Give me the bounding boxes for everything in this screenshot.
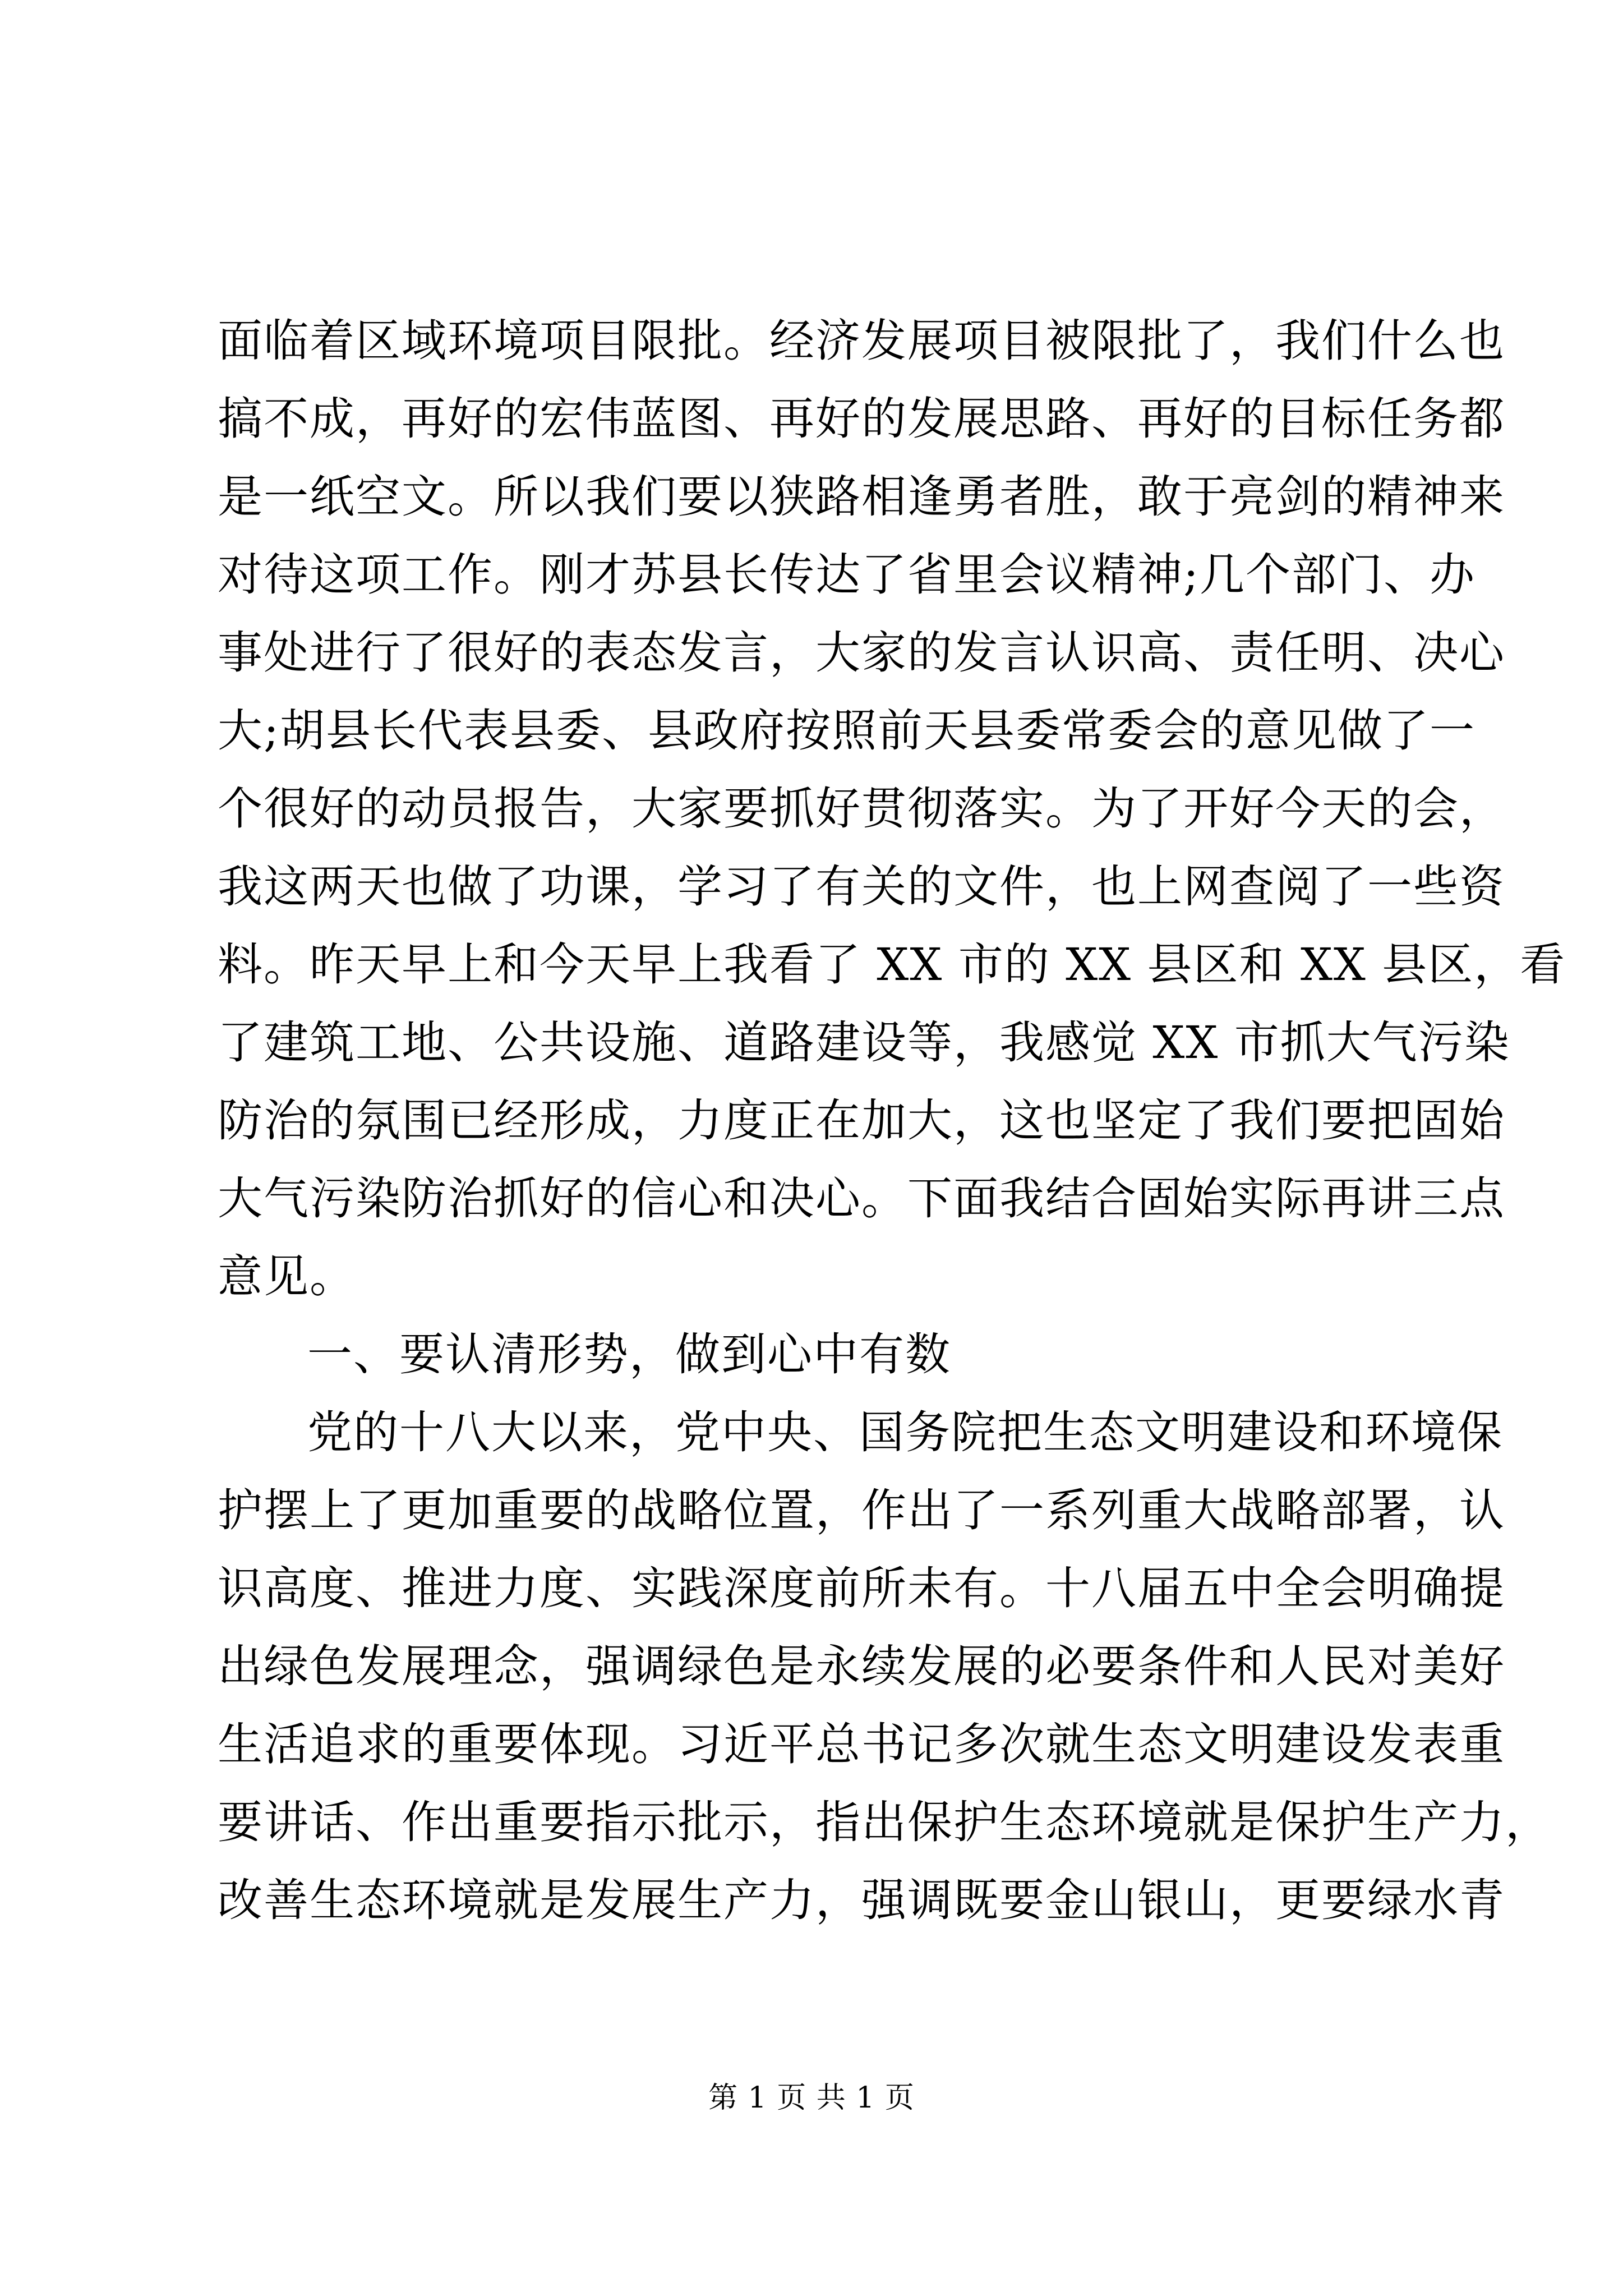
text-line: 大气污染防治抓好的信心和决心。下面我结合固始实际再讲三点 — [218, 1172, 1505, 1225]
text-line: 大;胡县长代表县委、县政府按照前天县委常委会的意见做了一 — [218, 705, 1476, 757]
text-line: 出绿色发展理念，强调绿色是永续发展的必要条件和人民对美好 — [218, 1640, 1505, 1692]
text-line: 护摆上了更加重要的战略位置，作出了一系列重大战略部署，认 — [218, 1484, 1505, 1536]
text-line: 我这两天也做了功课，学习了有关的文件，也上网查阅了一些资 — [218, 861, 1505, 913]
text-line: 要讲话、作出重要指示批示，指出保护生态环境就是保护生产力， — [218, 1796, 1551, 1848]
text-line: 党的十八大以来，党中央、国务院把生态文明建设和环境保 — [307, 1406, 1503, 1458]
text-line: 是一纸空文。所以我们要以狭路相逢勇者胜，敢于亮剑的精神来 — [218, 471, 1505, 523]
text-line: 识高度、推进力度、实践深度前所未有。十八届五中全会明确提 — [218, 1562, 1505, 1614]
page-footer: 第 1 页 共 1 页 — [708, 2081, 915, 2115]
text-line: 个很好的动员报告，大家要抓好贯彻落实。为了开好今天的会， — [218, 783, 1505, 835]
text-line: 生活追求的重要体现。习近平总书记多次就生态文明建设发表重 — [218, 1718, 1505, 1770]
text-line: 对待这项工作。刚才苏县长传达了省里会议精神;几个部门、办 — [218, 549, 1476, 601]
text-line: 面临着区域环境项目限批。经济发展项目被限批了，我们什么也 — [218, 315, 1505, 367]
document-body — [218, 302, 1566, 1939]
section-heading: 一、要认清形势，做到心中有数 — [307, 1328, 951, 1381]
text-line: 了建筑工地、公共设施、道路建设等，我感觉 XX 市抓大气污染 — [218, 1016, 1510, 1069]
text-line: 改善生态环境就是发展生产力，强调既要金山银山，更要绿水青 — [218, 1874, 1505, 1926]
text-line: 意见。 — [218, 1250, 356, 1303]
text-line: 料。昨天早上和今天早上我看了 XX 市的 XX 县区和 XX 县区，看 — [218, 938, 1566, 991]
text-line: 防治的氛围已经形成，力度正在加大，这也坚定了我们要把固始 — [218, 1094, 1505, 1147]
text-line: 事处进行了很好的表态发言，大家的发言认识高、责任明、决心 — [218, 627, 1505, 679]
text-line: 搞不成，再好的宏伟蓝图、再好的发展思路、再好的目标任务都 — [218, 393, 1505, 445]
